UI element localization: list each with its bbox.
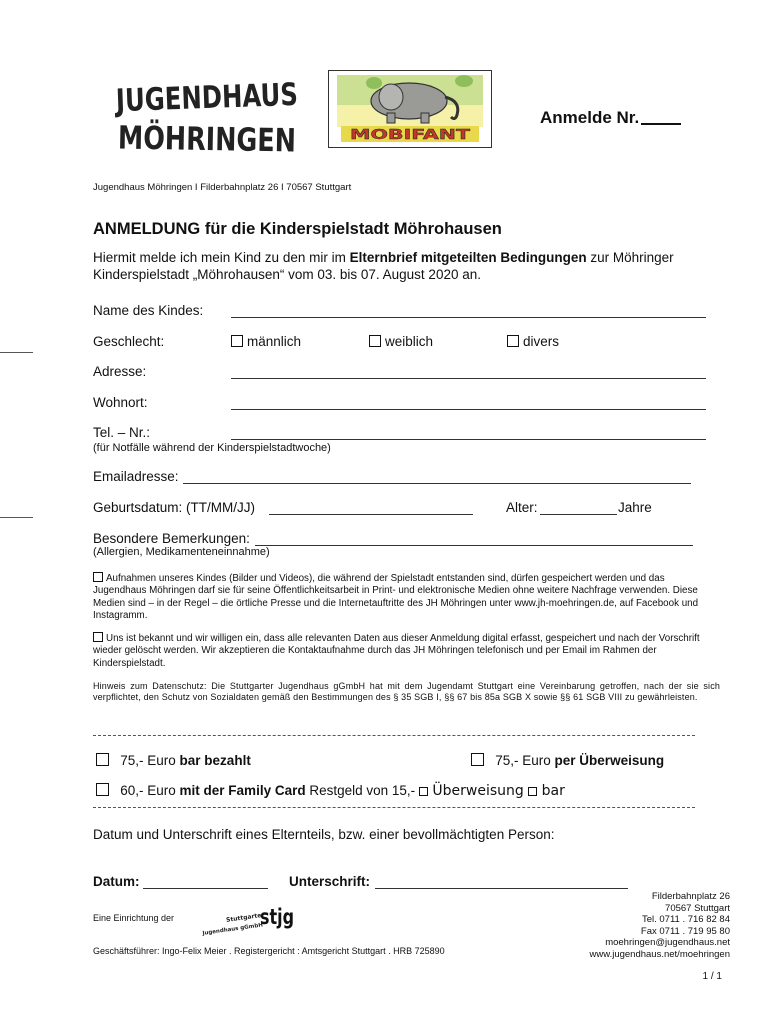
- checkbox-icon[interactable]: [471, 753, 484, 766]
- checkbox-icon[interactable]: [528, 787, 537, 796]
- page-number: 1 / 1: [702, 971, 722, 982]
- registration-number-field[interactable]: [641, 111, 681, 125]
- fold-mark-bottom: [0, 517, 33, 518]
- gender-option-female[interactable]: weiblich: [369, 334, 433, 349]
- email-label: Emailadresse:: [93, 469, 179, 484]
- date-field[interactable]: [143, 888, 268, 889]
- checkbox-icon[interactable]: [507, 335, 519, 347]
- address-field[interactable]: [231, 378, 706, 379]
- management-info: Geschäftsführer: Ingo-Felix Meier . Registergericht : Amtsgericht Stuttgart . HRB 725890: [93, 946, 445, 956]
- phone-label: Tel. – Nr.:: [93, 425, 151, 440]
- child-name-field[interactable]: [231, 317, 706, 318]
- birthdate-field[interactable]: [269, 514, 473, 515]
- phone-field[interactable]: [231, 439, 706, 440]
- checkbox-icon[interactable]: [93, 572, 103, 582]
- remarks-label: Besondere Bemerkungen:: [93, 531, 250, 546]
- page-title: ANMELDUNG für die Kinderspielstadt Möhrohausen: [93, 220, 502, 238]
- phone-note: (für Notfälle während der Kinderspielstadtwoche): [93, 442, 331, 454]
- privacy-hint: Hinweis zum Datenschutz: Die Stuttgarter Jugendhaus gGmbH hat mit dem Jugendamt Stuttgart eine Vereinbarung getroffen, nach der sie sich verpflichtet, den Schutz von Sozialdaten gemäß den Bestimmungen des § 35 SGB I, §§ 67 bis 85a SGB X sowie §§ 61 SGB VIII zu gewährleisten.: [93, 681, 720, 702]
- svg-text:MÖHRINGEN: MÖHRINGEN: [117, 118, 343, 161]
- media-consent: Aufnahmen unseres Kindes (Bilder und Videos), die während der Spielstadt entstanden sind, dürfen gespeichert werden und das Jugendhaus Möhringen darf sie für seine Öffentlichkeitsarbeit in Print- und elektronische Medien ohne weitere Nachfrage verwenden. Diese Medien sind – in der Regel – die örtliche Presse und die Internetauftritte des JH Möhringen unter www.jh-moehringen.de, auf Facebook und Instagramm.: [93, 573, 699, 622]
- checkbox-icon[interactable]: [369, 335, 381, 347]
- svg-text:Jugendhaus gGmbH: Jugendhaus gGmbH: [202, 922, 264, 937]
- payment-cash-option[interactable]: 75,- Euro bar bezahlt: [96, 753, 251, 768]
- mobifant-logo: [328, 70, 492, 148]
- email-field[interactable]: [183, 483, 691, 484]
- city-label: Wohnort:: [93, 395, 148, 410]
- remarks-field[interactable]: [255, 545, 693, 546]
- svg-text:stjg: stjg: [260, 905, 294, 929]
- gender-option-diverse[interactable]: divers: [507, 334, 559, 349]
- payment-familycard-option[interactable]: 60,- Euro mit der Family Card Restgeld von 15,- Überweisung bar: [96, 783, 565, 799]
- fold-mark-top: [0, 352, 33, 353]
- svg-text:MOBIFANT: MOBIFANT: [350, 128, 471, 143]
- child-name-label: Name des Kindes:: [93, 303, 204, 318]
- registration-number: [540, 108, 681, 128]
- divider-top: [93, 735, 695, 736]
- data-consent: Uns ist bekannt und wir willigen ein, dass alle relevanten Daten aus dieser Anmeldung digital erfasst, gespeichert und nach der Vorschrift wieder gelöscht werden. Wir akzeptieren die Kontaktaufnahme durch das JH Möhringen telefonisch und per Email im Rahmen der Kinderspielstadt.: [93, 633, 700, 669]
- age-unit: Jahre: [618, 500, 652, 515]
- address-label: Adresse:: [93, 364, 147, 379]
- signature-label: Unterschrift:: [289, 874, 371, 889]
- date-label: Datum:: [93, 874, 140, 889]
- footer-address: Filderbahnplatz 26 70567 Stuttgart Tel. 0711 . 716 82 84 Fax 0711 . 719 95 80 moehringen@jugendhaus.net www.jugendhaus.net/moehringen: [589, 891, 730, 960]
- checkbox-icon[interactable]: [419, 787, 428, 796]
- age-field[interactable]: [540, 514, 617, 515]
- footer-website[interactable]: www.jugendhaus.net/moehringen: [589, 948, 730, 960]
- checkbox-icon[interactable]: [96, 783, 109, 796]
- registration-number-label: Anmelde Nr.: [540, 108, 640, 127]
- signature-instruction: Datum und Unterschrift eines Elternteils, bzw. einer bevollmächtigten Person:: [93, 827, 555, 842]
- checkbox-icon[interactable]: [93, 632, 103, 642]
- remarks-note: (Allergien, Medikamenteneinnahme): [93, 546, 270, 558]
- stjg-logo: [200, 900, 300, 936]
- jugendhaus-logo: [112, 72, 348, 161]
- payment-transfer-option[interactable]: 75,- Euro per Überweisung: [471, 753, 664, 768]
- intro-text: Hiermit melde ich mein Kind zu den mir im Elternbrief mitgeteilten Bedingungen zur Möhringer Kinderspielstadt „Möhrohausen“ vom 03. bis 07. August 2020 an.: [93, 250, 674, 282]
- checkbox-icon[interactable]: [96, 753, 109, 766]
- gender-option-male[interactable]: männlich: [231, 334, 301, 349]
- facility-label: Eine Einrichtung der: [93, 913, 175, 923]
- svg-text:Stuttgarter: Stuttgarter: [225, 911, 265, 924]
- divider-bottom: [93, 807, 695, 808]
- age-label: Alter:: [506, 500, 538, 515]
- gender-label: Geschlecht:: [93, 334, 165, 349]
- checkbox-icon[interactable]: [231, 335, 243, 347]
- svg-text:JUGENDHAUS: JUGENDHAUS: [115, 75, 348, 120]
- signature-field[interactable]: [375, 888, 628, 889]
- birthdate-label: Geburtsdatum: (TT/MM/JJ): [93, 500, 256, 515]
- footer-email[interactable]: moehringen@jugendhaus.net: [605, 937, 730, 949]
- city-field[interactable]: [231, 409, 706, 410]
- sender-address: Jugendhaus Möhringen I Filderbahnplatz 26 I 70567 Stuttgart: [93, 182, 352, 193]
